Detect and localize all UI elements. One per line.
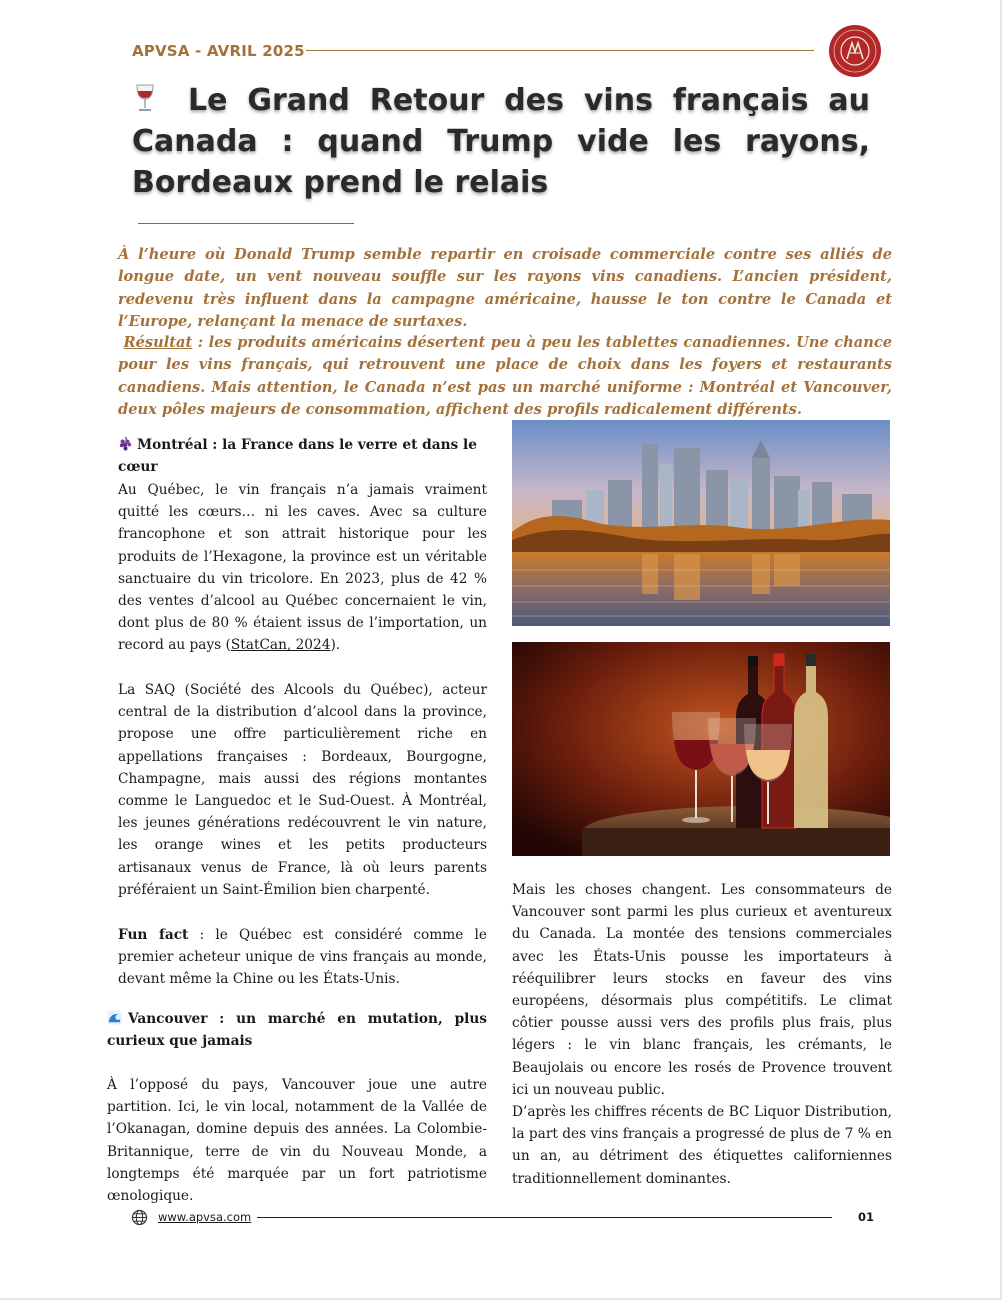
apvsa-logo xyxy=(828,24,882,78)
lead-paragraph-1: À l’heure où Donald Trump semble repartir en croisade commerciale contre ses alliés de longue date, un vent nouveau souffle sur les rayons vins canadiens. L’ancien président, redevenu très influent dans la campagne américaine, hausse le ton contre le Canada et l’Europe, relançant la menace de surtaxes. xyxy=(118,246,892,330)
page-number: 01 xyxy=(858,1210,875,1224)
globe-icon xyxy=(131,1209,148,1226)
montreal-p1-end: ). xyxy=(330,637,341,654)
fun-fact-paragraph xyxy=(118,924,487,991)
footer-divider xyxy=(257,1217,832,1218)
wine-glass-icon xyxy=(132,83,158,113)
issue-label: APVSA - AVRIL 2025 xyxy=(132,42,305,60)
result-label: Résultat xyxy=(123,334,193,351)
fun-fact-text: : le Québec est considéré comme le premier acheteur unique de vins français au monde, devant même la Chine ou les États-Unis. xyxy=(118,927,487,988)
montreal-heading xyxy=(118,434,498,478)
statcan-link[interactable]: StatCan, 2024 xyxy=(230,637,331,654)
montreal-paragraph-2: La SAQ (Société des Alcools du Québec), acteur central de la distribution d’alcool dans la province, propose une offre particulièrement riche en appellations françaises : Bordeaux, Bourgogne, Champagne, mais aussi des régions montantes comme le Languedoc et le Sud-Ouest. À Montréal, les jeunes générations redécouvrent le vin nature, les orange wines et les petits producteurs artisanaux venus de France, là où leurs parents préféraient un Saint-Émilion bien charpenté. xyxy=(118,682,487,898)
vancouver-paragraph-3: D’après les chiffres récents de BC Liquor Distribution, la part des vins français a progressé de plus de 7 % en un an, au détriment des étiquettes californiennes traditionnellement dominantes. xyxy=(512,1104,892,1187)
vancouver-skyline-photo xyxy=(512,420,890,626)
title-underline xyxy=(138,223,354,224)
wave-icon xyxy=(107,1010,122,1025)
header-divider xyxy=(306,50,814,51)
montreal-paragraph-1 xyxy=(118,479,487,657)
lead-paragraph-2 xyxy=(118,332,892,421)
vancouver-heading xyxy=(107,1008,487,1052)
vancouver-paragraph-2: Mais les choses changent. Les consommateurs de Vancouver sont parmi les plus curieux et aventureux du Canada. La montée des tensions commerciales avec les États-Unis pousse les importateurs à rééquilibrer leurs stocks en faveur des vins européens, désormais plus compétitifs. Le climat côtier pousse aussi vers des profils plus frais, plus légers : le vin blanc français, les crémants, le Beaujolais ou encore les rosés de Provence trouvent ici un nouveau public. xyxy=(512,882,892,1098)
result-text: : les produits américains désertent peu à peu les tablettes canadiennes. Une chance pour les vins français, qui retrouvent une place de choix dans les foyers et restaurants canadiens. Mais attention, le Canada n’est pas un marché uniforme : Montréal et Vancouver, deux pôles majeurs de consommation, affichent des profils radicalement différents. xyxy=(118,334,892,418)
website-link[interactable]: www.apvsa.com xyxy=(158,1210,252,1224)
montreal-heading-text: Montréal : la France dans le verre et dans le cœur xyxy=(118,437,477,476)
fun-fact-label: Fun fact xyxy=(118,927,189,943)
article-title xyxy=(132,80,870,203)
grapes-icon xyxy=(118,436,133,451)
montreal-p1-text: Au Québec, le vin français n’a jamais vraiment quitté les cœurs… ni les caves. Avec sa culture francophone et son attrait historique pour les produits de l’Hexagone, la province est un véritable sanctuaire du vin tricolore. En 2023, plus de 42 % des ventes d’alcool au Québec concernaient le vin, dont plus de 80 % étaient issus de l’importation, un record au pays ( xyxy=(118,482,487,654)
wine-glasses-photo xyxy=(512,642,890,856)
vancouver-heading-text: Vancouver : un marché en mutation, plus curieux que jamais xyxy=(107,1011,487,1050)
vancouver-paragraph-1: À l’opposé du pays, Vancouver joue une autre partition. Ici, le vin local, notamment de la Vallée de l’Okanagan, domine depuis des années. La Colombie-Britannique, terre de vin du Nouveau Monde, a longtemps été marquée par un fort patriotisme œnologique. xyxy=(107,1077,487,1205)
title-text: Le Grand Retour des vins français au Canada : quand Trump vide les rayons, Bordeaux prend le relais xyxy=(132,83,870,200)
